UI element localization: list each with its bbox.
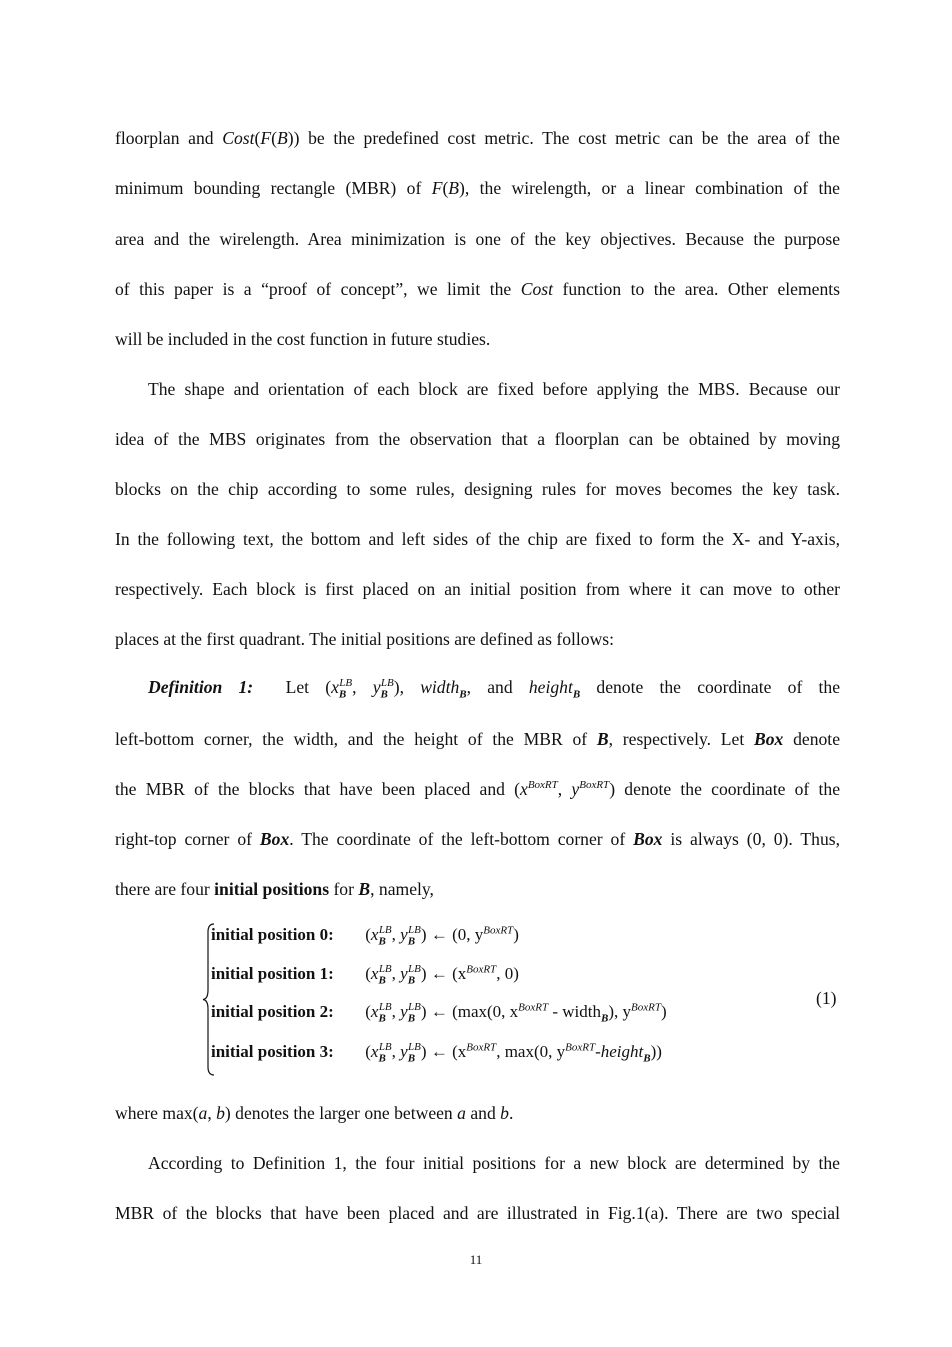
definition-line-5: there are four initial positions for B, namely,: [115, 879, 434, 899]
definition-label: Definition 1:: [148, 677, 254, 697]
paragraph-1-line-4: of this paper is a “proof of concept”, we limit the Cost function to the area. Other elements: [115, 279, 840, 299]
paragraph-2-line-2: idea of the MBS originates from the observation that a floorplan can be obtained by moving: [115, 429, 840, 449]
paragraph-1-line-1: floorplan and Cost(F(B)) be the predefined cost metric. The cost metric can be the area of the: [115, 128, 840, 148]
definition-line-4: right-top corner of Box. The coordinate of the left-bottom corner of Box is always (0, 0). Thus,: [115, 829, 840, 849]
paragraph-2-line-3: blocks on the chip according to some rules, designing rules for moves becomes the key task.: [115, 479, 840, 499]
paragraph-3-line-1: According to Definition 1, the four initial positions for a new block are determined by the: [148, 1153, 840, 1173]
paragraph-2-line-4: In the following text, the bottom and left sides of the chip are fixed to form the X- and Y-axis,: [115, 529, 840, 549]
equation-row-1: initial position 1: ($x_B^{LB}$, $y_B^{LB}$) ← ($x^{BoxRT}$, 0): [211, 963, 519, 987]
paragraph-1-line-2: minimum bounding rectangle (MBR) of F(B), the wirelength, or a linear combination of the: [115, 178, 840, 198]
equation-row-3: initial position 3: ($x_B^{LB}$, $y_B^{LB}$) ← ($x^{BoxRT}$, max(0, $y^{BoxRT}-height_B$)): [211, 1041, 662, 1065]
equation-row-0: initial position 0: ($x_B^{LB}$, $y_B^{LB}$) ← (0, $y^{BoxRT}$): [211, 924, 519, 948]
page-number: 11: [469, 1252, 483, 1267]
paragraph-3-line-2: MBR of the blocks that have been placed and are illustrated in Fig.1(a). There are two special: [115, 1203, 840, 1223]
equation-number: (1): [816, 988, 837, 1008]
definition-line-1: Definition 1: Let ($x_B^{LB}$, $y_B^{LB}$), width$_B$, and height$_B$ denote the coordinate of the: [148, 677, 841, 701]
equation-row-2: initial position 2: ($x_B^{LB}$, $y_B^{LB}$) ← (max(0, $x^{BoxRT}$ - width$_B$), $y^{BoxRT}$): [211, 1001, 667, 1025]
definition-line-2: left-bottom corner, the width, and the height of the MBR of B, respectively. Let Box denote: [115, 729, 840, 749]
definition-line-3: the MBR of the blocks that have been placed and ($x^{BoxRT}$, $y^{BoxRT}$) denote the coordinate of the: [115, 779, 841, 799]
paragraph-2-line-6: places at the first quadrant. The initial positions are defined as follows:: [115, 629, 615, 649]
after-equation-line: where max(a, b) denotes the larger one between a and b.: [115, 1103, 514, 1123]
paragraph-1-line-3: area and the wirelength. Area minimization is one of the key objectives. Because the purpose: [115, 229, 840, 249]
paragraph-2-line-5: respectively. Each block is first placed on an initial position from where it can move to other: [115, 579, 840, 599]
paragraph-1-line-5: will be included in the cost function in future studies.: [115, 329, 491, 349]
paragraph-2-line-1: The shape and orientation of each block are fixed before applying the MBS. Because our: [148, 379, 840, 399]
lb-coordinate: ($x_B^{LB}$, $y_B^{LB}$): [325, 677, 400, 701]
equation-1: [202, 922, 762, 1077]
